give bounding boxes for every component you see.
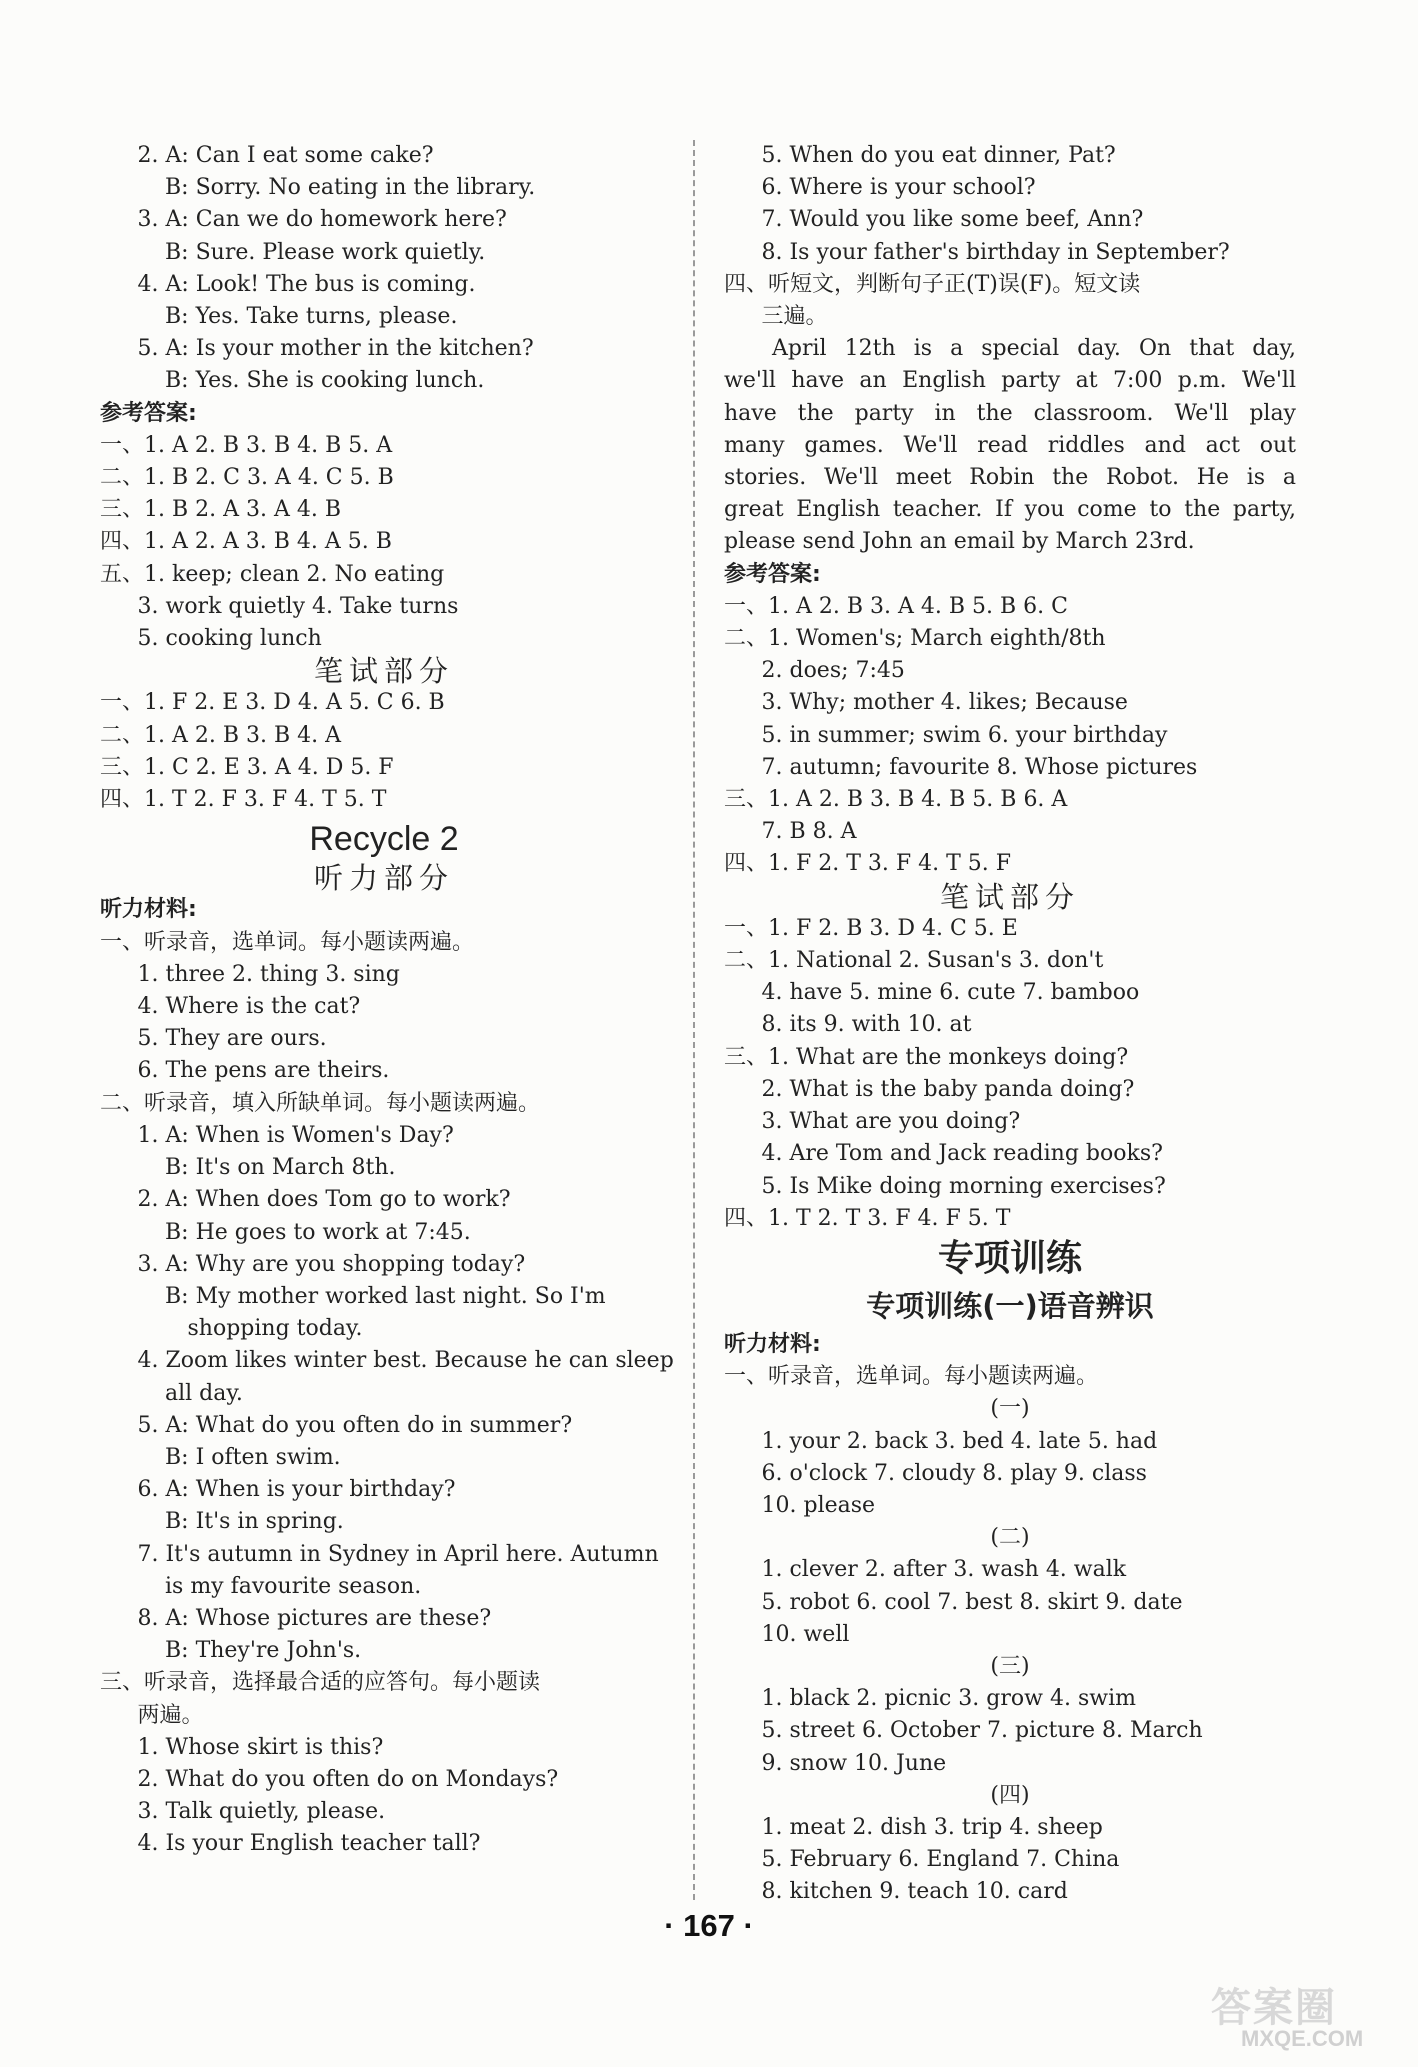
text-line: 三、1. A 2. B 3. B 4. B 5. B 6. A	[724, 787, 1068, 813]
section-heading: 笔试部分	[939, 879, 1080, 914]
answer-label: 参考答案:	[100, 400, 197, 426]
page-number: · 167 ·	[664, 1908, 754, 1943]
text-line: 1. three 2. thing 3. sing	[137, 961, 400, 987]
text-line: 7. B 8. A	[761, 819, 857, 845]
group-heading: (三)	[990, 1653, 1030, 1679]
text-line: 6. Where is your school?	[761, 175, 1036, 201]
group-heading: (一)	[990, 1396, 1030, 1422]
text-line: 3. work quietly 4. Take turns	[137, 593, 459, 619]
text-line: shopping today.	[187, 1316, 363, 1342]
text-line: 4. Where is the cat?	[137, 994, 361, 1020]
watermark-text: 答案圈	[1211, 1985, 1337, 2031]
text-line: 5. robot 6. cool 7. best 8. skirt 9. date	[761, 1589, 1183, 1615]
text-line: 三、听录音，选择最合适的应答句。每小题读	[100, 1670, 541, 1696]
answer-label: 听力材料:	[100, 897, 197, 923]
text-line: 5. Is Mike doing morning exercises?	[761, 1173, 1166, 1199]
chapter-subtitle: 专项训练(一)语音辨识	[866, 1288, 1154, 1323]
text-line: 4. A: Look! The bus is coming.	[137, 271, 476, 297]
passage-line: we'll have an English party at 7:00 p.m. We'll	[724, 368, 1296, 394]
text-line: B: I often swim.	[165, 1444, 341, 1470]
group-heading: (四)	[990, 1782, 1030, 1808]
text-line: 一、1. F 2. B 3. D 4. C 5. E	[724, 915, 1018, 941]
passage-line: stories. We'll meet Robin the Robot. He is a	[724, 465, 1296, 491]
text-line: is my favourite season.	[165, 1573, 422, 1599]
text-line: 4. Is your English teacher tall?	[137, 1831, 481, 1857]
text-line: 四、1. T 2. F 3. F 4. T 5. T	[100, 787, 387, 813]
text-line: 二、1. A 2. B 3. B 4. A	[100, 722, 342, 748]
text-line: 2. What do you often do on Mondays?	[137, 1766, 559, 1792]
text-line: 5. They are ours.	[137, 1026, 327, 1052]
text-line: 一、1. F 2. E 3. D 4. A 5. C 6. B	[100, 690, 445, 716]
text-line: 3. A: Can we do homework here?	[137, 207, 507, 233]
text-line: 7. autumn; favourite 8. Whose pictures	[761, 754, 1198, 780]
text-line: 一、1. A 2. B 3. A 4. B 5. B 6. C	[724, 593, 1068, 619]
text-line: B: It's on March 8th.	[165, 1155, 396, 1181]
text-line: 一、听录音，选单词。每小题读两遍。	[100, 929, 475, 955]
text-line: 3. A: Why are you shopping today?	[137, 1251, 526, 1277]
text-line: 8. A: Whose pictures are these?	[137, 1605, 492, 1631]
text-line: 9. snow 10. June	[761, 1750, 947, 1776]
text-line: 5. street 6. October 7. picture 8. March	[761, 1718, 1203, 1744]
text-line: B: Yes. She is cooking lunch.	[165, 368, 485, 394]
text-line: 五、1. keep; clean 2. No eating	[100, 561, 445, 587]
text-line: 2. A: When does Tom go to work?	[137, 1187, 511, 1213]
text-line: 5. in summer; swim 6. your birthday	[761, 722, 1168, 748]
text-line: 二、1. B 2. C 3. A 4. C 5. B	[100, 465, 394, 491]
section-heading: 笔试部分	[313, 654, 454, 689]
text-line: all day.	[165, 1380, 243, 1406]
text-line: 7. Would you like some beef, Ann?	[761, 207, 1144, 233]
text-line: 三遍。	[761, 304, 828, 330]
text-line: 7. It's autumn in Sydney in April here. Autumn	[137, 1541, 659, 1567]
text-line: 两遍。	[137, 1702, 204, 1728]
text-line: 5. A: What do you often do in summer?	[137, 1412, 573, 1438]
text-line: 三、1. What are the monkeys doing?	[724, 1044, 1129, 1070]
passage-line: please send John an email by March 23rd.	[724, 529, 1195, 555]
answer-label: 参考答案:	[724, 561, 821, 587]
watermark-logo	[1205, 1976, 1405, 2056]
section-heading: 听力部分	[313, 861, 454, 896]
text-line: 4. Zoom likes winter best. Because he can sleep	[137, 1348, 674, 1374]
text-line: 二、1. Women's; March eighth/8th	[724, 626, 1106, 652]
text-line: 1. your 2. back 3. bed 4. late 5. had	[761, 1428, 1158, 1454]
text-line: 四、听短文，判断句子正(T)误(F)。短文读	[724, 271, 1141, 297]
passage-line: great English teacher. If you come to the party,	[724, 497, 1296, 523]
answer-label: 听力材料:	[724, 1331, 821, 1357]
column-divider	[693, 140, 695, 1900]
text-line: 三、1. B 2. A 3. A 4. B	[100, 497, 342, 523]
text-line: 10. well	[761, 1621, 850, 1647]
text-line: 5. February 6. England 7. China	[761, 1847, 1120, 1873]
text-line: 2. does; 7:45	[761, 658, 905, 684]
text-line: 四、1. F 2. T 3. F 4. T 5. F	[724, 851, 1012, 877]
group-heading: (二)	[990, 1525, 1030, 1551]
passage-line: have the party in the classroom. We'll play	[724, 400, 1296, 426]
text-line: B: Sorry. No eating in the library.	[165, 175, 536, 201]
text-line: 8. Is your father's birthday in September?	[761, 239, 1230, 265]
passage-line: many games. We'll read riddles and act out	[724, 432, 1296, 458]
text-line: 10. please	[761, 1492, 876, 1518]
text-line: 5. When do you eat dinner, Pat?	[761, 143, 1116, 168]
text-line: 1. A: When is Women's Day?	[137, 1122, 454, 1148]
text-line: 2. What is the baby panda doing?	[761, 1076, 1135, 1102]
text-line: 8. kitchen 9. teach 10. card	[761, 1879, 1068, 1905]
text-line: 1. clever 2. after 3. wash 4. walk	[761, 1557, 1127, 1583]
text-line: 1. black 2. picnic 3. grow 4. swim	[761, 1686, 1136, 1712]
passage-paragraph	[724, 333, 1296, 558]
text-line: 三、1. C 2. E 3. A 4. D 5. F	[100, 754, 394, 780]
text-line: B: He goes to work at 7:45.	[165, 1219, 471, 1245]
text-line: 一、1. A 2. B 3. B 4. B 5. A	[100, 432, 393, 458]
text-line: 6. The pens are theirs.	[137, 1058, 390, 1084]
text-line: 3. Talk quietly, please.	[137, 1799, 386, 1825]
text-line: 四、1. T 2. T 3. F 4. F 5. T	[724, 1205, 1011, 1231]
right-column	[724, 140, 1296, 1909]
text-line: B: Yes. Take turns, please.	[165, 304, 458, 330]
unit-title: Recycle 2	[309, 820, 459, 859]
text-line: B: Sure. Please work quietly.	[165, 239, 486, 265]
text-line: 1. meat 2. dish 3. trip 4. sheep	[761, 1814, 1103, 1840]
text-line: B: My mother worked last night. So I'm	[165, 1283, 606, 1309]
text-line: 3. Why; mother 4. likes; Because	[761, 690, 1128, 716]
text-line: 四、1. A 2. A 3. B 4. A 5. B	[100, 529, 392, 555]
text-line: 5. A: Is your mother in the kitchen?	[137, 336, 534, 362]
text-line: B: They're John's.	[165, 1638, 362, 1664]
text-line: 6. o'clock 7. cloudy 8. play 9. class	[761, 1460, 1147, 1486]
text-line: B: It's in spring.	[165, 1509, 344, 1535]
watermark-site: MXQE.COM	[1241, 2026, 1364, 2051]
text-line: 2. A: Can I eat some cake?	[137, 143, 434, 168]
text-line: 4. have 5. mine 6. cute 7. bamboo	[761, 980, 1140, 1006]
text-line: 5. cooking lunch	[137, 626, 322, 652]
text-line: 1. Whose skirt is this?	[137, 1734, 384, 1760]
chapter-title: 专项训练	[937, 1237, 1082, 1279]
passage-line: April 12th is a special day. On that day,	[772, 336, 1296, 362]
text-line: 4. Are Tom and Jack reading books?	[761, 1141, 1163, 1167]
text-line: 二、1. National 2. Susan's 3. don't	[724, 948, 1104, 974]
text-line: 3. What are you doing?	[761, 1109, 1021, 1135]
text-line: 一、听录音，选单词。每小题读两遍。	[724, 1364, 1099, 1390]
text-line: 8. its 9. with 10. at	[761, 1012, 972, 1038]
left-column	[100, 140, 674, 1861]
text-line: 6. A: When is your birthday?	[137, 1477, 456, 1503]
text-line: 二、听录音，填入所缺单词。每小题读两遍。	[100, 1090, 541, 1116]
